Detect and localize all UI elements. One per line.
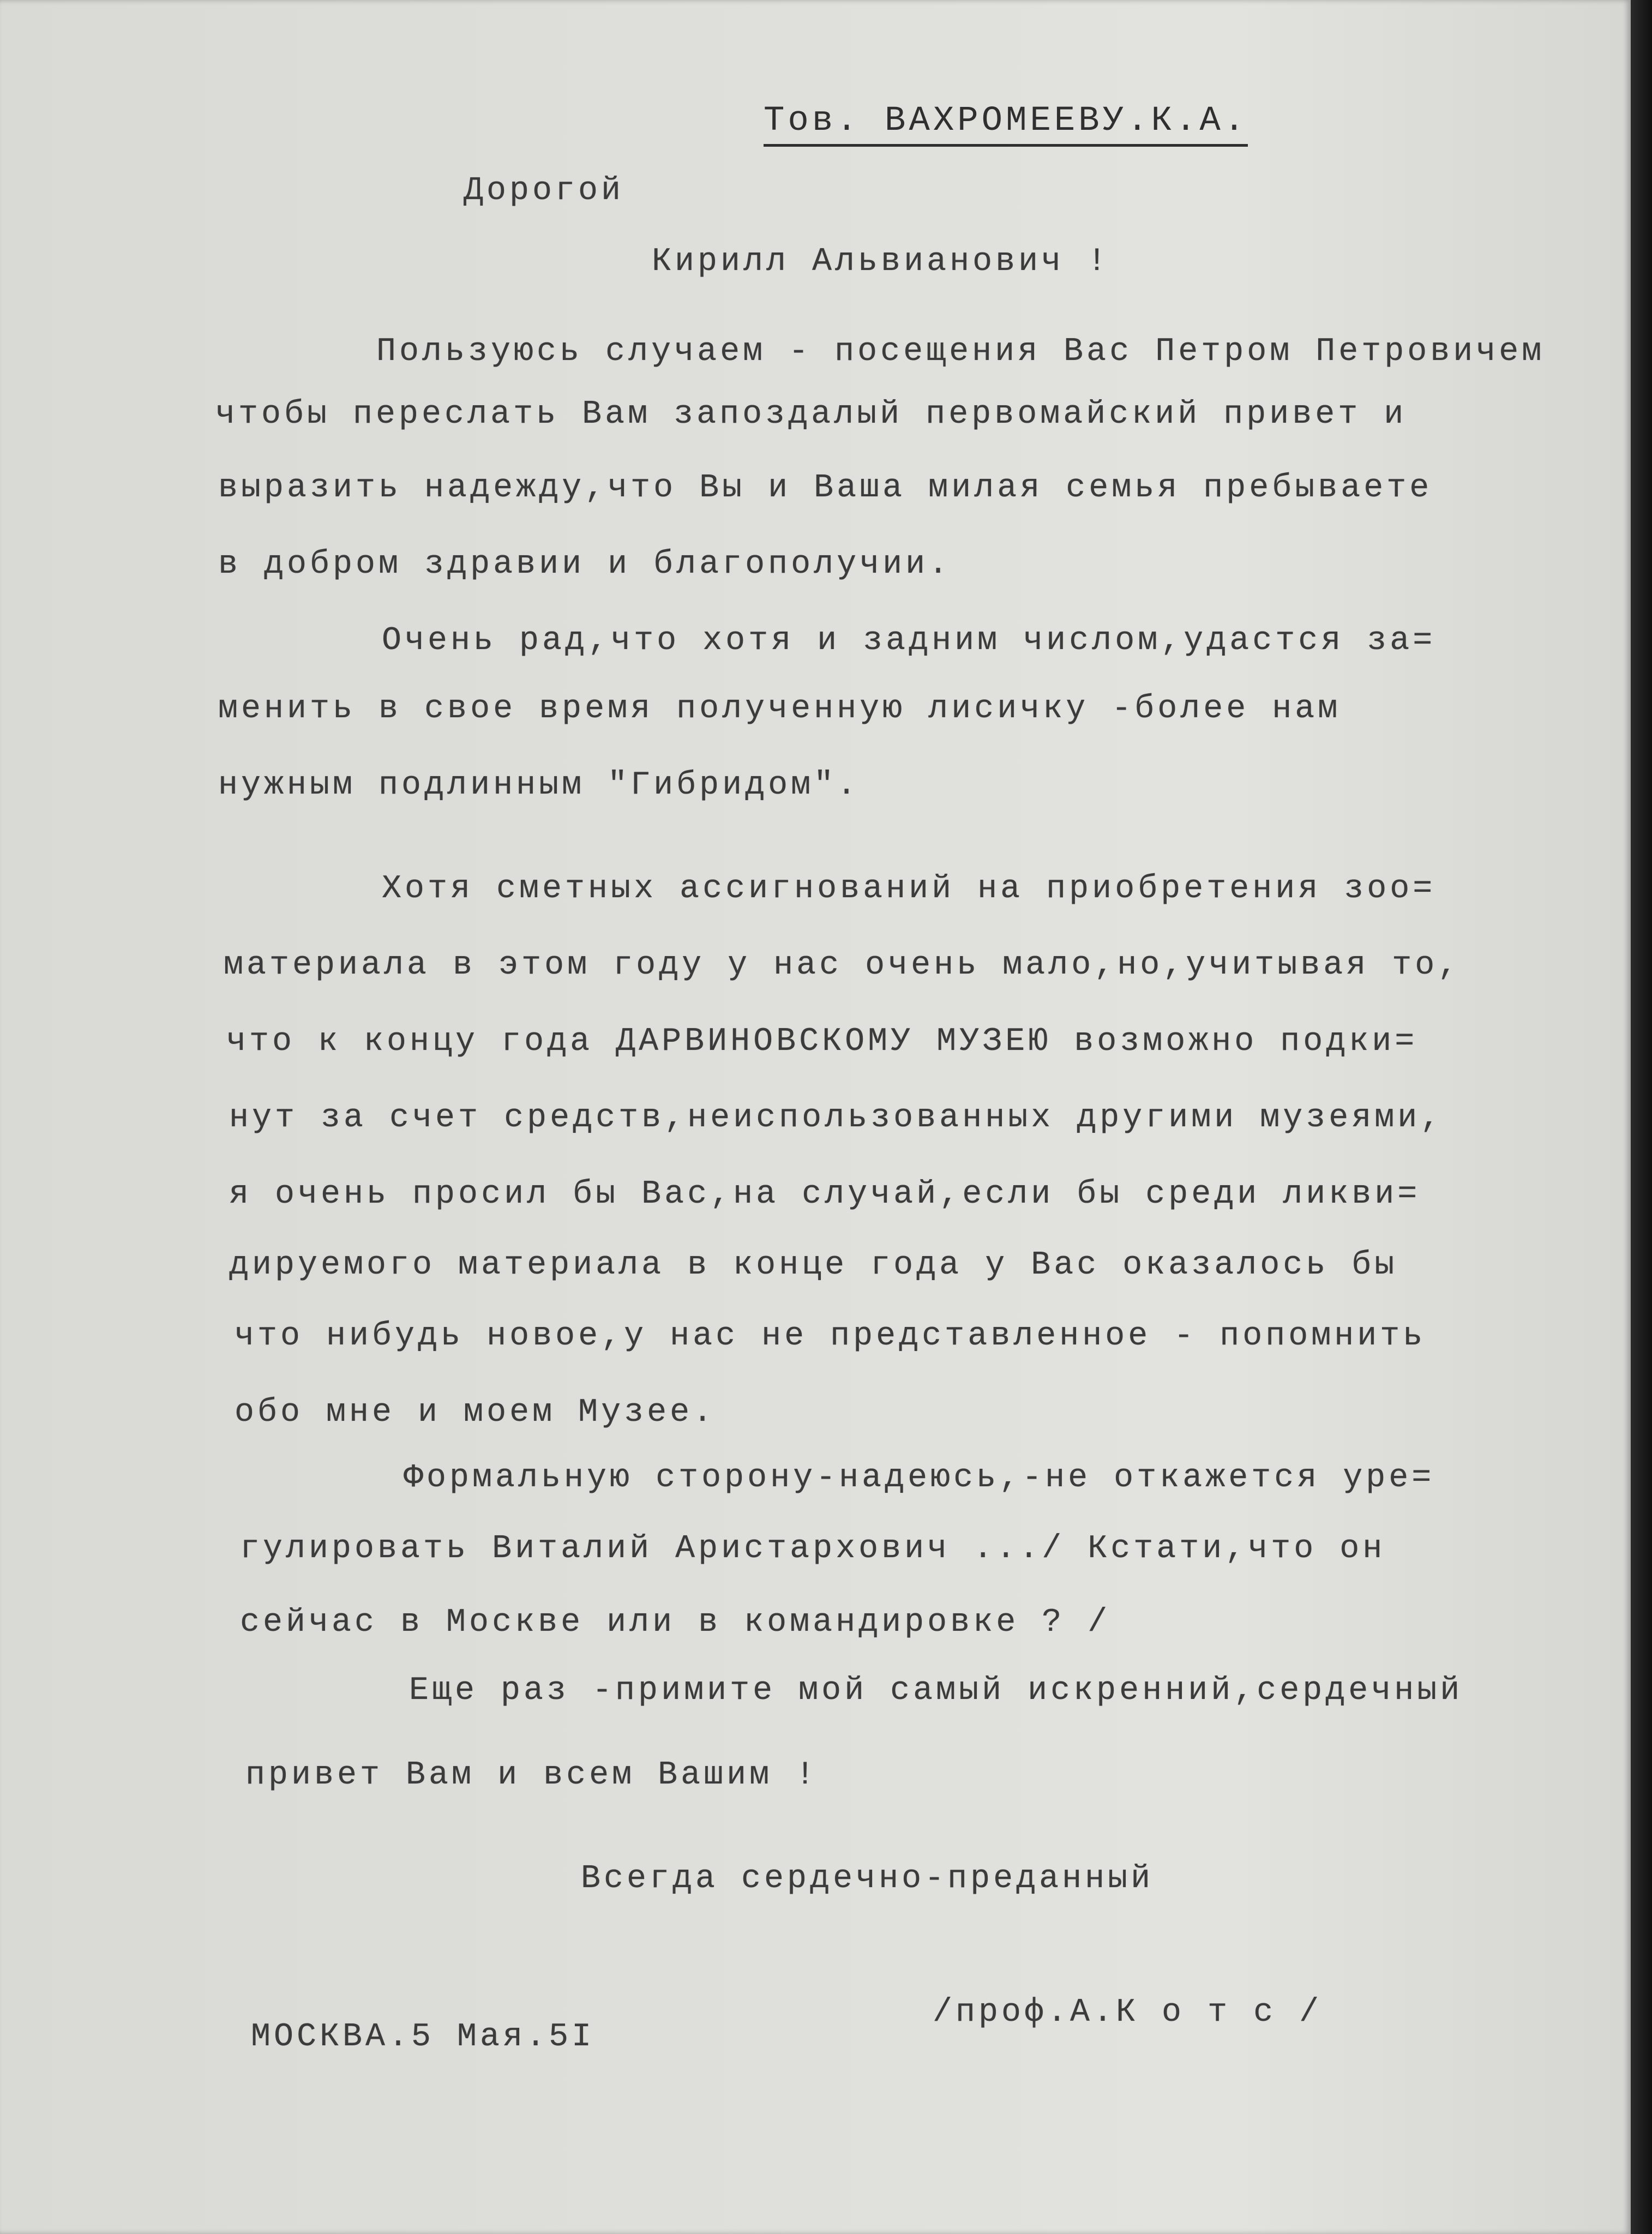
body-line: менить в свое время полученную лисичку -более нам: [218, 690, 1341, 728]
place-date: МОСКВА.5 Мая.5I: [251, 2019, 595, 2056]
signature-line: /проф.А.К о т с /: [933, 1994, 1323, 2031]
body-line: что нибудь новое,у нас не представленное - попомнить: [235, 1318, 1426, 1355]
body-line: чтобы переслать Вам запоздалый первомайский привет и: [215, 396, 1407, 433]
salutation-line-1: Дорогой: [464, 172, 624, 209]
body-line: Пользуюсь случаем - посещения Вас Петром Петровичем: [376, 333, 1545, 370]
body-line: Очень рад,что хотя и задним числом,удастся за=: [382, 622, 1436, 659]
body-line: я очень просил бы Вас,на случай,если бы среди ликви=: [229, 1176, 1421, 1213]
addressee-line: Тов. ВАХРОМЕЕВУ.К.А.: [764, 104, 1248, 147]
salutation-line-2: Кирилл Альвианович !: [652, 243, 1110, 280]
body-line: сейчас в Москве или в командировке ? /: [240, 1604, 1111, 1641]
body-line: Формальную сторону-надеюсь,-не откажется уре=: [404, 1460, 1435, 1497]
closing-line: Всегда сердечно-преданный: [581, 1860, 1154, 1897]
scan-background-edge: [1631, 0, 1652, 2234]
body-line: материала в этом году у нас очень мало,но,учитывая то,: [224, 947, 1461, 984]
body-line: нут за счет средств,неиспользованных другими музеями,: [229, 1100, 1444, 1137]
body-line: Хотя сметных ассигнований на приобретения зоо=: [382, 870, 1436, 908]
body-line: Еще раз -примите мой самый искренний,сердечный: [409, 1672, 1463, 1709]
body-line: обо мне и моем Музее.: [235, 1394, 716, 1431]
body-line: гулировать Виталий Аристархович .../ Кстати,что он: [240, 1530, 1386, 1568]
body-line: что к концу года ДАРВИНОВСКОМУ МУЗЕЮ возможно подки=: [226, 1023, 1418, 1060]
body-line: дируемого материала в конце года у Вас оказалось бы: [229, 1247, 1398, 1284]
body-line: в добром здравии и благополучии.: [218, 546, 952, 583]
body-line: привет Вам и всем Вашим !: [245, 1757, 819, 1794]
body-line: выразить надежду,что Вы и Ваша милая семья пребываете: [218, 470, 1433, 507]
body-line: нужным подлинным "Гибридом".: [218, 767, 860, 804]
